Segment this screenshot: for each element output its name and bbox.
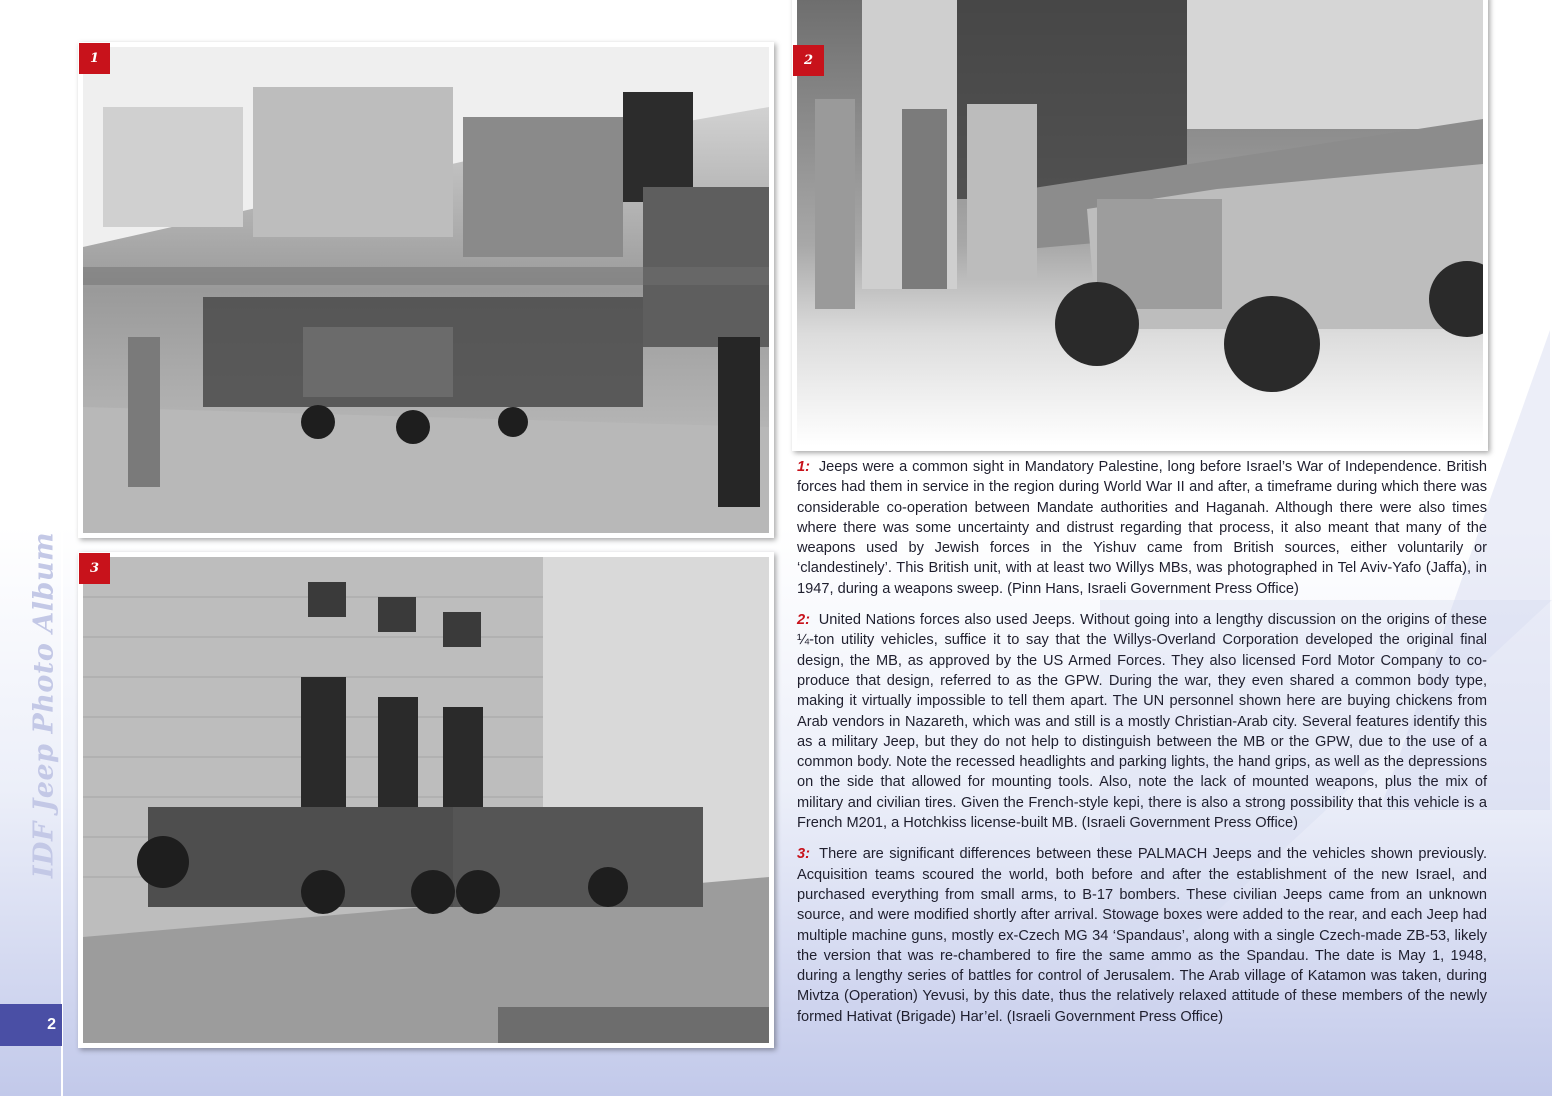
caption-2 [797,610,1487,833]
caption-number: 3: [797,846,810,863]
caption-text: United Nations forces also used Jeeps. Without going into a lengthy discussion on the origins of these ¼-ton utility vehicles, suffice it to say that the Willys-Overland Corporation developed the original final design, the MB, as approved by the US Armed Forces. They also licensed Ford Motor Company to co-produce that design, referred to as the GPW. During the war, they even shared a common body type, making it virtually impossible to tell them apart. The UN personnel shown here are buying chickens from Arab vendors in Nazareth, which was and still is a mostly Christian-Arab city. Several features identify this as a military Jeep, but they do not help to distinguish between the MB or the GPW, due to the use of a common body. Note the recessed headlights and parking lights, the hand grips, as well as the depressions on the side that allowed for mounting tools. Also, note the lack of mounted weapons, plus the mix of military and civilian tires. Given the French-style kepi, there is also a strong possibility that this vehicle is a French M201, a Hotchkiss license-built MB. (Israeli Government Press Office) [797,612,1488,832]
caption-number: 2: [797,612,810,629]
photo-number-badge: 2 [793,45,824,76]
caption-3 [797,844,1487,1027]
caption-block [797,457,1487,1038]
photo-number-badge: 3 [79,553,110,584]
photo-1-image [83,47,769,533]
photo-1 [78,42,774,538]
page-number: 2 [0,1004,62,1046]
photo-3-image [83,557,769,1043]
photo-2-image [797,0,1483,446]
caption-text: Jeeps were a common sight in Mandatory Palestine, long before Israel’s War of Independence. British forces had them in service in the region during World War II and after, a timeframe during which there was considerable co-operation between Mandate authorities and Haganah. Although there were also times where there was some uncertainty and distrust regarding that process, it also meant that many of the weapons used by Jewish forces in the Yishuv came from British sources, either voluntarily or ‘clandestinely’. This British unit, with at least two Willys MBs, was photographed in Tel Aviv-Yafo (Jaffa), in 1947, during a weapons sweep. (Pinn Hans, Israeli Government Press Office) [797,459,1487,597]
caption-number: 1: [797,459,810,475]
photo-2 [792,0,1488,451]
caption-text: There are significant differences between these PALMACH Jeeps and the vehicles shown previously. Acquisition teams scoured the world, both before and after the establishment of the new Israel, and purchased everything from small arms, to B-17 bombers. These civilian Jeeps came from an unknown source, and were modified shortly after arrival. Stowage boxes were added to the rear, and each Jeep had multiple machine guns, mostly ex-Czech MG 34 ‘Spandaus’, along with a single Czech-made ZB-53, likely the version that was re-chambered to fire the same ammo as the Spandau. The date is May 1, 1948, during a lengthy series of battles for control of Jerusalem. The Arab village of Katamon was taken, during Mivtza (Operation) Yevusi, by this date, thus the relatively relaxed attitude of these members of the newly formed Hativat (Brigade) Har’el. (Israeli Government Press Office) [797,846,1487,1025]
caption-1 [797,457,1487,599]
spine-divider [61,40,63,1096]
photo-number-badge: 1 [79,43,110,74]
photo-3 [78,552,774,1048]
book-title-spine: IDF Jeep Photo Album [28,531,60,879]
